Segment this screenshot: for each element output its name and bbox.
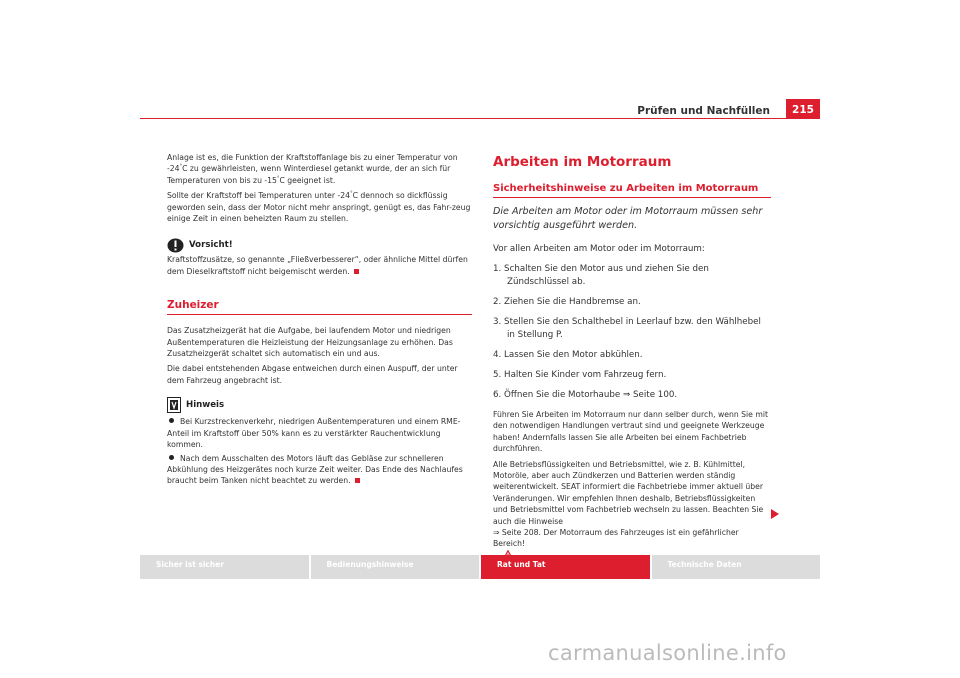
list-item: 1. Schalten Sie den Motor aus und ziehen Sie den Zündschlüssel ab. bbox=[493, 264, 709, 287]
text: C geeignet ist. bbox=[279, 175, 336, 185]
note-title: Hinweis bbox=[186, 400, 225, 411]
paragraph: Das Zusatzheizgerät hat die Aufgabe, bei laufendem Motor und niedrigen Außentemperaturen die Heizleistung der Heizungsanlage zu erhöhen. Das Zusatzheizgerät schaltet sich automatisch ein und aus. bbox=[167, 326, 453, 359]
list-item bbox=[493, 389, 771, 402]
paragraph bbox=[167, 152, 472, 186]
text: C zu gewährleisten, wenn Winterdiesel getankt wurde, der an sich für Temperaturen von bis zu -15 bbox=[167, 164, 451, 185]
list-item bbox=[167, 453, 472, 487]
list-item: 5. Halten Sie Kinder vom Fahrzeug fern. bbox=[493, 370, 667, 380]
list-item bbox=[167, 416, 472, 450]
page-link[interactable]: Seite 208. Der Motorraum des Fahrzeuges ist ein gefährlicher Bereich! bbox=[493, 528, 739, 549]
tab-bedienungshinweise[interactable]: Bedienungshinweise bbox=[311, 555, 480, 579]
text: Sollte der Kraftstoff bei Temperaturen unter -24 bbox=[167, 191, 351, 201]
end-mark-icon bbox=[354, 269, 359, 274]
text: 6. Öffnen Sie die Motorhaube bbox=[493, 390, 623, 400]
tab-rat-und-tat[interactable]: Rat und Tat bbox=[481, 555, 650, 579]
text: Anlage ist es, die Funktion der Kraftstoffanlage bis zu einer Temperatur von -24 bbox=[167, 153, 458, 174]
warning-icon bbox=[167, 238, 184, 253]
page-number: 215 bbox=[786, 99, 820, 119]
footer-nav bbox=[140, 555, 820, 579]
degree-sign: ° bbox=[350, 190, 353, 197]
bullet-icon bbox=[169, 455, 174, 460]
paragraph: Führen Sie Arbeiten im Motorraum nur dann selber durch, wenn Sie mit den notwendigen Handlungen vertraut sind und geeignete Werkzeuge haben! Andernfalls lassen Sie alle Arbeiten bei einem Fachbetrieb durchführen. bbox=[493, 410, 768, 454]
arrow-right-icon: ⇒ bbox=[622, 390, 631, 400]
right-column bbox=[493, 152, 771, 568]
list-item: 2. Ziehen Sie die Handbremse an. bbox=[493, 297, 641, 307]
tab-technische-daten[interactable]: Technische Daten bbox=[652, 555, 821, 579]
warning-box bbox=[167, 236, 472, 277]
degree-sign: ° bbox=[179, 163, 183, 170]
list-item: 3. Stellen Sie den Schalthebel in Leerlauf bzw. den Wählhebel in Stellung P. bbox=[493, 317, 761, 340]
left-column bbox=[167, 152, 472, 489]
header-rule bbox=[140, 118, 820, 119]
warning-text bbox=[167, 254, 472, 277]
header-title: Prüfen und Nachfüllen bbox=[637, 105, 770, 117]
section-title-safety: Sicherheitshinweise zu Arbeiten im Motorraum bbox=[493, 183, 771, 198]
main-title: Arbeiten im Motorraum bbox=[493, 154, 672, 170]
paragraph bbox=[493, 459, 771, 565]
steps-list bbox=[493, 263, 771, 402]
text: C dennoch so dickflüssig geworden sein, dass der Motor nicht mehr anspringt, genügt es, das Fahr-zeug einige Zeit in einen beheizten Raum zu stellen. bbox=[167, 191, 471, 224]
intro-text: Die Arbeiten am Motor oder im Motorraum müssen sehr vorsichtig ausgeführt werden. bbox=[493, 206, 763, 231]
list-item: 4. Lassen Sie den Motor abkühlen. bbox=[493, 350, 643, 360]
paragraph bbox=[167, 190, 472, 224]
section-title-zuheizer: Zuheizer bbox=[167, 299, 472, 315]
note-box bbox=[167, 394, 472, 486]
text: Alle Betriebsflüssigkeiten und Betriebsmittel, wie z. B. Kühlmittel, Motoröle, aber auch Zündkerzen und Batterien werden ständig weiterentwickelt. SEAT informiert die Fachbetriebe immer aktuell über Veränderungen. Wir empfehlen Ihnen deshalb, Betriebsflüssigkeiten und Betriebsmittel vom Fachbetrieb wechseln zu lassen. Beachten Sie auch die Hinweise bbox=[493, 459, 764, 526]
arrow-right-icon: ⇒ bbox=[493, 528, 500, 538]
watermark: carmanualsonline.info bbox=[548, 641, 787, 665]
warning-title: Vorsicht! bbox=[189, 240, 233, 251]
text: Nach dem Ausschalten des Motors läuft das Gebläse zur schnelleren Abkühlung des Heizgerätes noch kurze Zeit weiter. Das Ende des Nachlaufes braucht beim Tanken nicht beachtet zu werden. bbox=[167, 453, 463, 486]
bullet-icon bbox=[169, 418, 174, 423]
tab-sicher-ist-sicher[interactable]: Sicher ist sicher bbox=[140, 555, 309, 579]
degree-sign: ° bbox=[276, 175, 280, 182]
note-icon bbox=[167, 397, 181, 413]
end-mark-icon bbox=[355, 478, 360, 483]
continue-arrow-icon bbox=[771, 509, 779, 519]
page-link[interactable]: Seite 100. bbox=[633, 390, 678, 400]
paragraph: Die dabei entstehenden Abgase entweichen durch einen Auspuff, der unter dem Fahrzeug angebracht ist. bbox=[167, 364, 458, 385]
lead-text: Vor allen Arbeiten am Motor oder im Motorraum: bbox=[493, 244, 705, 254]
text: Kraftstoffzusätze, so genannte „Fließverbesserer“, oder ähnliche Mittel dürfen dem Dieselkraftstoff nicht beigemischt werden. bbox=[167, 255, 468, 276]
text: Bei Kurzstreckenverkehr, niedrigen Außentemperaturen und einem RME-Anteil im Kraftstoff über 50% kann es zu verstärkter Rauchentwicklung kommen. bbox=[167, 417, 461, 450]
